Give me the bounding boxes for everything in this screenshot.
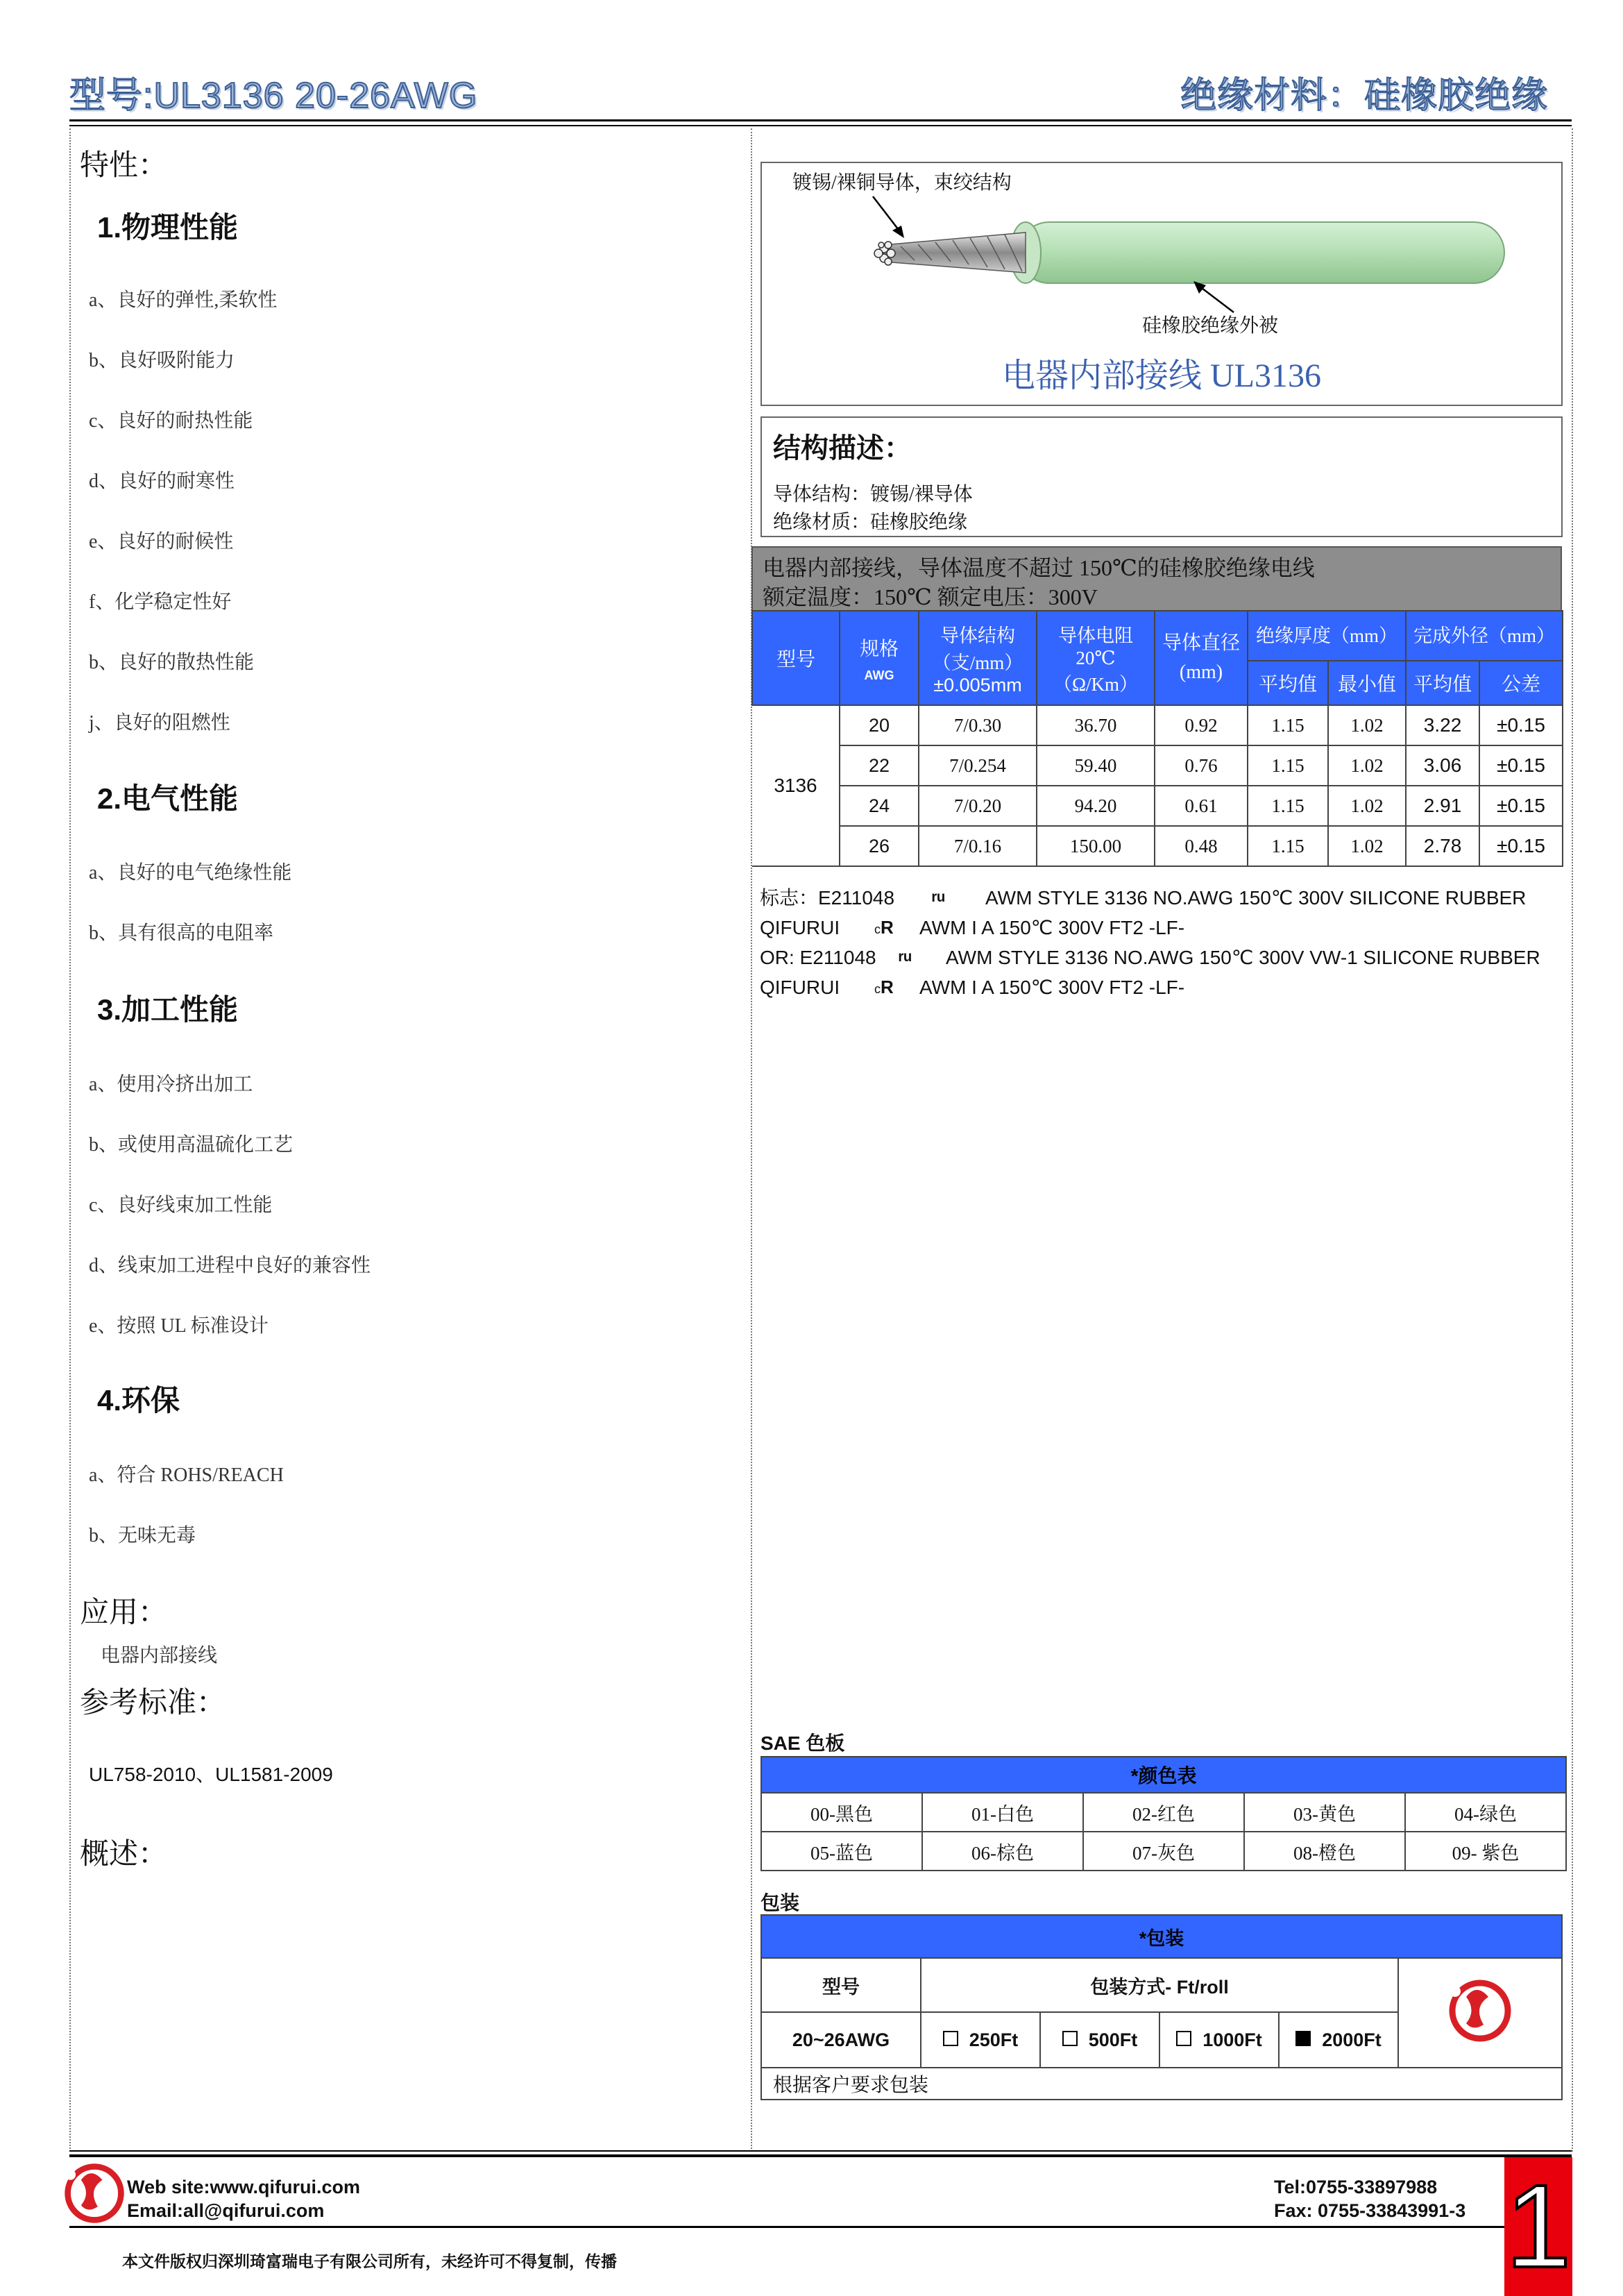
header-gauge	[840, 611, 919, 705]
conductor-strands	[883, 233, 1026, 273]
physical-item: f、化学稳定性好	[89, 591, 232, 613]
awg-cell: 26	[840, 826, 919, 866]
header-conductor-unit: （支/mm）	[932, 652, 1023, 673]
packing-option-500[interactable]	[1040, 2012, 1159, 2068]
product-image-box	[760, 162, 1563, 406]
jacket-shape	[1019, 222, 1504, 283]
footer-rule	[69, 2154, 1572, 2157]
packing-title: 包装	[760, 1892, 800, 1914]
packing-option-250[interactable]	[921, 2012, 1040, 2068]
header-resistance	[1037, 611, 1155, 705]
tolerance-cell: ±0.15	[1479, 705, 1563, 745]
spec-line1: 电器内部接线，导体温度不超过 150℃的硅橡胶绝缘电线	[763, 555, 1315, 580]
color-cell: 00-黑色	[761, 1793, 922, 1832]
physical-item: b、良好吸附能力	[89, 350, 235, 371]
frame-left-line	[69, 128, 71, 2152]
thickness-avg-cell: 1.15	[1248, 705, 1328, 745]
packing-option-label: 500Ft	[1088, 2029, 1138, 2050]
checkbox-icon[interactable]	[1176, 2031, 1191, 2046]
structure-title: 结构描述：	[773, 432, 912, 464]
header-rule-thin	[69, 125, 1572, 126]
footer-website[interactable]: Web site:www.qifurui.com	[127, 2177, 361, 2197]
application-text: 电器内部接线	[101, 1645, 218, 1666]
od-cell: 2.91	[1406, 786, 1479, 826]
footer-logo-icon	[61, 2160, 128, 2227]
product-caption: 电器内部接线 UL3136	[1002, 357, 1321, 394]
packing-model: 20~26AWG	[761, 2012, 921, 2068]
header-resistance-temp: 20℃	[1076, 647, 1116, 668]
header-model: 型号	[752, 611, 840, 705]
ul-logo-icon: ᵣᵤ	[899, 942, 912, 965]
packing-header: *包装	[761, 1915, 1562, 1958]
environmental-item: a、符合 ROHS/REACH	[89, 1464, 284, 1486]
overview-title: 概述：	[80, 1837, 168, 1870]
electrical-properties-heading: 2.电气性能	[97, 782, 239, 815]
resistance-cell: 94.20	[1037, 786, 1155, 826]
model-cell: 3136	[752, 705, 840, 866]
insulation-label: 硅橡胶绝缘外被	[1142, 315, 1279, 337]
packing-option-label: 2000Ft	[1322, 2029, 1382, 2050]
packing-option-1000[interactable]	[1159, 2012, 1279, 2068]
thickness-min-cell: 1.02	[1328, 745, 1406, 786]
header-resistance-label: 导体电阻	[1058, 625, 1133, 646]
checkbox-icon[interactable]	[1062, 2031, 1078, 2046]
thickness-avg-cell: 1.15	[1248, 826, 1328, 866]
marking-block	[760, 883, 1565, 1002]
footer-email[interactable]: Email:all@qifurui.com	[127, 2200, 325, 2221]
ul-logo-icon: ᵣᵤ	[932, 882, 945, 905]
spec-line2: 额定温度：150℃ 额定电压：300V	[763, 584, 1098, 609]
environmental-item: b、无味无毒	[89, 1525, 196, 1546]
header-outer-diameter: 完成外径（mm）	[1406, 611, 1563, 661]
physical-item: a、良好的弹性,柔软性	[89, 289, 278, 311]
resistance-cell: 150.00	[1037, 826, 1155, 866]
packing-option-label: 250Ft	[969, 2029, 1019, 2050]
tolerance-cell: ±0.15	[1479, 786, 1563, 826]
od-cell: 3.22	[1406, 705, 1479, 745]
electrical-item: a、良好的电气绝缘性能	[89, 862, 292, 884]
od-cell: 2.78	[1406, 826, 1479, 866]
marking-line3-prefix: OR: E211048	[760, 947, 876, 968]
structure-box	[760, 416, 1563, 537]
physical-item: e、良好的耐候性	[89, 531, 234, 552]
color-cell: 06-棕色	[922, 1832, 1083, 1871]
frame-right-line	[1572, 128, 1573, 2152]
spec-description-bar	[751, 546, 1562, 611]
resistance-cell: 59.40	[1037, 745, 1155, 786]
company-logo	[1398, 1958, 1562, 2068]
header-thickness-avg: 平均值	[1248, 661, 1328, 705]
conductor-cell: 7/0.16	[919, 826, 1037, 866]
page-number: 1	[1505, 2161, 1572, 2293]
marking-line1-prefix: 标志：E211048	[760, 887, 895, 909]
physical-item: c、良好的耐热性能	[89, 410, 253, 432]
header-resistance-unit: （Ω/Km）	[1053, 673, 1139, 695]
thickness-avg-cell: 1.15	[1248, 745, 1328, 786]
color-cell: 09- 紫色	[1405, 1832, 1566, 1871]
header-od-tolerance: 公差	[1479, 661, 1563, 705]
thickness-min-cell: 1.02	[1328, 826, 1406, 866]
processing-item: a、使用冷挤出加工	[89, 1074, 253, 1095]
processing-item: d、线束加工进程中良好的兼容性	[89, 1255, 371, 1276]
header-conductor-tolerance: ±0.005mm	[933, 674, 1022, 695]
color-table	[760, 1756, 1567, 1871]
packing-option-label: 1000Ft	[1203, 2029, 1262, 2050]
packing-table	[760, 1914, 1563, 2100]
color-cell: 08-橙色	[1244, 1832, 1405, 1871]
physical-item: j、良好的阻燃性	[89, 712, 230, 734]
company-logo-icon	[1445, 1976, 1515, 2045]
packing-model-header: 型号	[761, 1958, 921, 2012]
header-conductor	[919, 611, 1037, 705]
footer-tel: Tel:0755-33897988	[1274, 2177, 1438, 2197]
color-cell: 01-白色	[922, 1793, 1083, 1832]
color-cell: 05-蓝色	[761, 1832, 922, 1871]
physical-item: d、良好的耐寒性	[89, 471, 235, 492]
page-number-box	[1504, 2157, 1572, 2296]
structure-insulation: 绝缘材质：硅橡胶绝缘	[773, 512, 968, 533]
header-gauge-label: 规格	[859, 638, 899, 660]
diameter-cell: 0.48	[1155, 826, 1248, 866]
color-cell: 07-灰色	[1083, 1832, 1244, 1871]
marking-line2-prefix: QIFURUI	[760, 917, 840, 938]
marking-line1-text: AWM STYLE 3136 NO.AWG 150℃ 300V SILICONE RUBBER	[985, 887, 1527, 909]
color-cell: 04-绿色	[1405, 1793, 1566, 1832]
header-od-avg: 平均值	[1406, 661, 1479, 705]
conductor-cell: 7/0.254	[919, 745, 1037, 786]
copyright-notice: 本文件版权归深圳琦富瑞电子有限公司所有，未经许可不得复制，传播	[122, 2252, 617, 2270]
checkbox-icon[interactable]	[943, 2031, 958, 2046]
resistance-cell: 36.70	[1037, 705, 1155, 745]
processing-item: c、良好线束加工性能	[89, 1195, 273, 1216]
features-title: 特性：	[80, 149, 168, 181]
thickness-min-cell: 1.02	[1328, 705, 1406, 745]
header-rule	[69, 119, 1572, 121]
footer-rule-thin	[69, 2150, 1572, 2152]
od-cell: 3.06	[1406, 745, 1479, 786]
marking-line4-text: AWM I A 150℃ 300V FT2 -LF-	[919, 977, 1185, 998]
environmental-heading: 4.环保	[97, 1384, 180, 1417]
header-conductor-label: 导体结构	[940, 625, 1015, 646]
cru-logo-icon: cR	[874, 977, 894, 997]
tolerance-cell: ±0.15	[1479, 745, 1563, 786]
checkbox-checked-icon[interactable]	[1295, 2031, 1311, 2046]
thickness-min-cell: 1.02	[1328, 786, 1406, 826]
tolerance-cell: ±0.15	[1479, 826, 1563, 866]
marking-line2-text: AWM I A 150℃ 300V FT2 -LF-	[919, 917, 1185, 938]
header-diameter: 导体直径(mm)	[1155, 611, 1248, 705]
footer-bottom-rule	[69, 2226, 1506, 2228]
physical-item: b、良好的散热性能	[89, 652, 255, 673]
awg-cell: 20	[840, 705, 919, 745]
header-thickness-min: 最小值	[1328, 661, 1406, 705]
conductor-cell: 7/0.20	[919, 786, 1037, 826]
standards-text: UL758-2010、UL1581-2009	[89, 1764, 333, 1785]
diameter-cell: 0.92	[1155, 705, 1248, 745]
electrical-item: b、具有很高的电阻率	[89, 922, 274, 944]
header-gauge-unit: AWG	[864, 668, 894, 682]
processing-properties-heading: 3.加工性能	[97, 993, 239, 1026]
cru-logo-icon: cR	[874, 917, 894, 938]
marking-line4-prefix: QIFURUI	[760, 977, 840, 998]
processing-item: b、或使用高温硫化工艺	[89, 1134, 294, 1156]
conductor-cell: 7/0.30	[919, 705, 1037, 745]
structure-conductor: 导体结构：镀锡/裸导体	[773, 484, 973, 505]
physical-properties-heading: 1.物理性能	[97, 211, 239, 244]
document-model-title: 型号:UL3136 20-26AWG	[69, 76, 478, 116]
packing-note: 根据客户要求包装	[761, 2068, 1562, 2100]
diameter-cell: 0.61	[1155, 786, 1248, 826]
diameter-cell: 0.76	[1155, 745, 1248, 786]
awg-cell: 22	[840, 745, 919, 786]
color-table-header: *颜色表	[761, 1757, 1566, 1793]
processing-item: e、按照 UL 标准设计	[89, 1315, 269, 1337]
awg-cell: 24	[840, 786, 919, 826]
color-cell: 02-红色	[1083, 1793, 1244, 1832]
footer-fax: Fax: 0755-33843991-3	[1274, 2200, 1466, 2221]
application-title: 应用：	[80, 1596, 168, 1628]
header-thickness: 绝缘厚度（mm）	[1248, 611, 1406, 661]
color-cell: 03-黄色	[1244, 1793, 1405, 1832]
packing-method-header: 包装方式- Ft/roll	[921, 1958, 1398, 2012]
spec-table	[751, 610, 1563, 867]
color-board-title: SAE 色板	[760, 1732, 845, 1754]
conductor-label: 镀锡/裸铜导体，束绞结构	[792, 172, 1012, 194]
packing-option-2000[interactable]	[1279, 2012, 1398, 2068]
marking-line3-text: AWM STYLE 3136 NO.AWG 150℃ 300V VW-1 SILICONE RUBBER	[946, 947, 1540, 968]
standards-title: 参考标准：	[80, 1686, 226, 1719]
insulation-material-title: 绝缘材料：硅橡胶绝缘	[1180, 76, 1548, 116]
thickness-avg-cell: 1.15	[1248, 786, 1328, 826]
column-divider	[751, 128, 752, 2152]
